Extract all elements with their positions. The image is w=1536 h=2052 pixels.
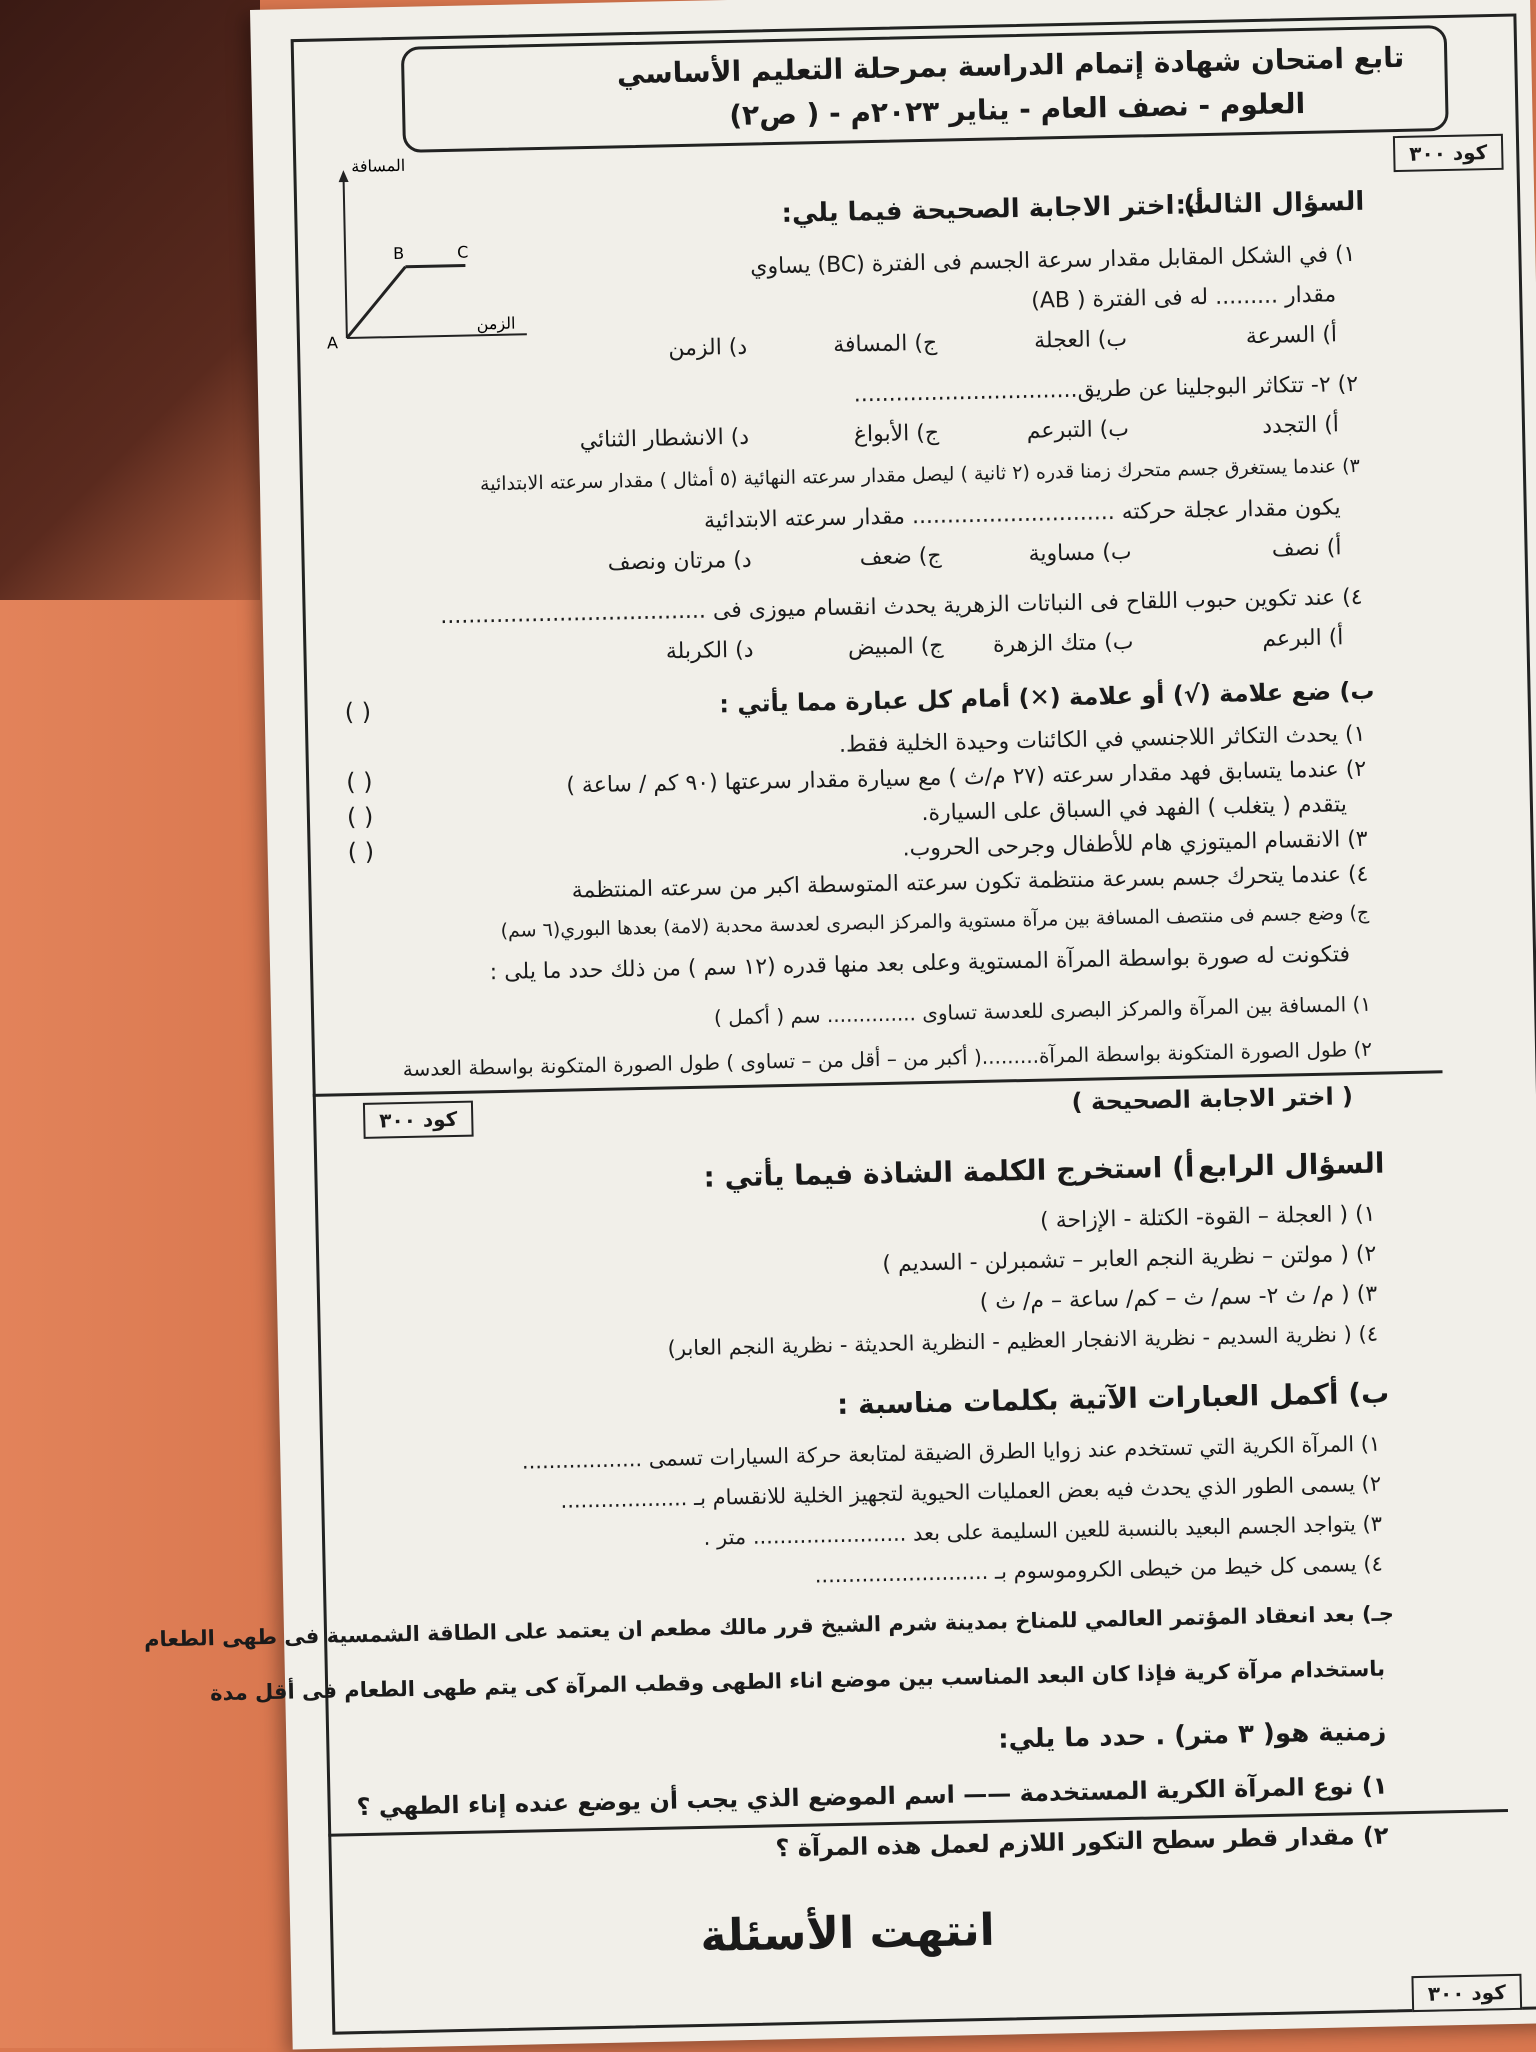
q3-tf-4: ٤) عندما يتحرك جسم بسرعة منتظمة تكون سرعته المتوسطة اكبر من سرعته المنتظمة bbox=[571, 861, 1369, 904]
q3-item2-opt-c: ج) الأبواغ bbox=[853, 420, 940, 448]
q3-item1-stem2: مقدار ......... له فى الفترة ( AB) bbox=[1030, 282, 1337, 314]
q3-item2-opt-a: أ) التجدد bbox=[1261, 412, 1340, 439]
q3-item3-stem: ٣) عندما يستغرق جسم متحرك زمنا قدره (٢ ثانية ) ليصل مقدار سرعته النهائية (٥ أمثال ) مقدار سرعته الابتدائية bbox=[479, 454, 1361, 496]
distance-time-graph bbox=[293, 154, 537, 369]
q3-item2-opt-d: د) الانشطار الثنائي bbox=[579, 424, 750, 454]
q3-item3-opt-d: د) مرتان ونصف bbox=[607, 547, 752, 576]
q4-b-item3: ٣) يتواجد الجسم البعيد بالنسبة للعين السليمة على بعد ....................... متر . bbox=[703, 1511, 1383, 1550]
q3-item3-opt-b: ب) مساوية bbox=[1028, 539, 1132, 567]
tf-paren-2: ( ) bbox=[346, 802, 374, 832]
q4-item2: ٢) ( مولتن – نظرية النجم العابر – تشمبرلن - السديم ) bbox=[882, 1241, 1377, 1278]
code-label-bottom: كود ٣٠٠ bbox=[1411, 1974, 1522, 2012]
q4-part-c2: باستخدام مرآة كرية فإذا كان البعد المناسب بين موضع اناء الطهى وقطب المرآة كى يتم طهى الطعام فى أقل مدة bbox=[209, 1656, 1386, 1706]
code-label-mid: كود ٣٠٠ bbox=[363, 1101, 474, 1139]
graph-point-c: C bbox=[456, 242, 469, 262]
q3-c-item1: ١) المسافة بين المرآة والمركز البصرى للعدسة تساوى .............. سم ( أكمل ) bbox=[713, 991, 1372, 1030]
q3-item4-opt-a: أ) البرعم bbox=[1262, 625, 1344, 652]
q3-item1-opt-a: أ) السرعة bbox=[1245, 322, 1338, 350]
background-orange bbox=[0, 600, 300, 2048]
q3-tf-2b: يتقدم ( يتغلب ) الفهد في السباق على السيارة. bbox=[921, 792, 1348, 827]
q4-item1: ١) ( العجلة – القوة- الكتلة - الإزاحة ) bbox=[1039, 1201, 1376, 1234]
q3-item4-opt-b: ب) متك الزهرة bbox=[992, 629, 1134, 658]
q3-item2-stem: ٢) ٢- تتكاثر البوجلينا عن طريق................................ bbox=[853, 371, 1359, 408]
q4-part-a: أ) استخرج الكلمة الشاذة فيما يأتي : bbox=[703, 1150, 1195, 1194]
q3-tf-1: ١) يحدث التكاثر اللاجنسي في الكائنات وحيدة الخلية فقط. bbox=[838, 721, 1366, 758]
q3-item1-opt-b: ب) العجلة bbox=[1033, 326, 1128, 354]
q4-c-item1: ١) نوع المرآة الكرية المستخدمة —— اسم الموضع الذي يجب أن يوضع عنده إناء الطهي ؟ bbox=[356, 1771, 1388, 1822]
code-label-top: كود ٣٠٠ bbox=[1393, 134, 1504, 172]
q3-item3-stem2: يكون مقدار عجلة حركته ............................. مقدار سرعته الابتدائية bbox=[703, 495, 1341, 534]
q4-part-b: ب) أكمل العبارات الآتية بكلمات مناسبة : bbox=[836, 1376, 1390, 1422]
q3-item1-stem: ١) في الشكل المقابل مقدار سرعة الجسم فى الفترة (BC) يساوي bbox=[750, 241, 1356, 280]
graph-x-label: الزمن bbox=[476, 313, 516, 334]
q4-title: السؤال الرابع bbox=[1197, 1146, 1385, 1184]
q4-b-item1: ١) المرآة الكرية التي تستخدم عند زوايا الطرق الضيقة لمتابعة حركة السيارات تسمى .................. bbox=[521, 1431, 1381, 1474]
q3-item4-stem: ٤) عند تكوين حبوب اللقاح فى النباتات الزهرية يحدث انقسام ميوزى فى ...................................... bbox=[439, 584, 1363, 630]
tf-paren-1: ( ) bbox=[345, 767, 373, 797]
exam-sheet bbox=[143, 0, 1536, 2050]
q4-b-item2: ٢) يسمى الطور الذي يحدث فيه بعض العمليات الحيوية لتجهيز الخلية للانقسام بـ ................... bbox=[560, 1471, 1382, 1513]
tf-paren-3: ( ) bbox=[347, 837, 375, 867]
header-line-2: العلوم - نصف العام - يناير ٢٠٢٣م - ( ص٢) bbox=[728, 86, 1306, 132]
q3-item1-opt-d: د) الزمن bbox=[668, 334, 748, 362]
end-of-questions: انتهت الأسئلة bbox=[699, 1904, 996, 1962]
graph-point-b: B bbox=[392, 243, 405, 264]
q3-c-item2: ٢) طول الصورة المتكونة بواسطة المرآة.........( أكبر من – أقل من – تساوى ) طول الصورة المتكونة بواسطة العدسة bbox=[402, 1036, 1373, 1082]
q3-title: السؤال الثالث: bbox=[1175, 186, 1365, 221]
q3-tf-2: ٢) عندما يتسابق فهد مقدار سرعته (٢٧ م/ث ) مع سيارة مقدار سرعتها (٩٠ كم / ساعة ) bbox=[566, 756, 1367, 799]
q4-c-item2: ٢) مقدار قطر سطح التكور اللازم لعمل هذه المرآة ؟ bbox=[775, 1821, 1389, 1863]
q3-c-note: ( اختر الاجابة الصحيحة ) bbox=[1071, 1082, 1354, 1117]
q3-item4-opt-c: ج) المبيض bbox=[847, 633, 944, 661]
q3-tf-3: ٣) الانقسام الميتوزي هام للأطفال وجرحى الحروب. bbox=[902, 826, 1368, 862]
q3-item1-opt-c: ج) المسافة bbox=[832, 330, 938, 358]
q3-item3-opt-a: أ) نصف bbox=[1271, 535, 1342, 562]
q4-part-c3: زمنية هو( ٣ متر) . حدد ما يلي: bbox=[997, 1716, 1387, 1755]
exam-header bbox=[401, 25, 1449, 153]
q3-part-c: ج) وضع جسم فى منتصف المسافة بين مرآة مستوية والمركز البصرى لعدسة محدبة (لامة) بعدها البوري(٦ سم) bbox=[500, 901, 1370, 942]
q3-item4-opt-d: د) الكربلة bbox=[665, 637, 754, 665]
q4-b-item4: ٤) يسمى كل خيط من خيطى الكروموسوم بـ .......................... bbox=[814, 1551, 1384, 1588]
background-dark bbox=[0, 0, 260, 700]
q3-part-c2: فتكونت له صورة بواسطة المرآة المستوية وعلى بعد منها قدره (١٢ سم ) من ذلك حدد ما يلى : bbox=[489, 942, 1351, 986]
q4-item4: ٤) ( نظرية السديم - نظرية الانفجار العظيم - النظرية الحديثة - نظرية النجم العابر) bbox=[667, 1321, 1379, 1361]
q3-item2-opt-b: ب) التبرعم bbox=[1026, 416, 1130, 444]
q4-part-c1: جـ) بعد انعقاد المؤتمر العالمي للمناخ بمدينة شرم الشيخ قرر مالك مطعم ان يعتمد على الطاقة الشمسية فى طهى الطعام bbox=[143, 1601, 1395, 1652]
q4-item3: ٣) ( م/ ث ٢- سم/ ث – كم/ ساعة – م/ ث ) bbox=[979, 1281, 1378, 1315]
graph-point-a: A bbox=[326, 333, 339, 353]
header-line-1: تابع امتحان شهادة إتمام الدراسة بمرحلة التعليم الأساسي bbox=[616, 40, 1405, 91]
tf-paren-0: ( ) bbox=[344, 697, 372, 727]
graph-y-label: المسافة bbox=[351, 155, 406, 176]
q3-item3-opt-c: ج) ضعف bbox=[859, 543, 942, 571]
q3-part-a: أ) اختر الاجابة الصحيحة فيما يلي: bbox=[781, 190, 1205, 229]
q3-part-b: ب) ضع علامة (√) أو علامة (✕) أمام كل عبارة مما يأتي : bbox=[719, 676, 1375, 719]
